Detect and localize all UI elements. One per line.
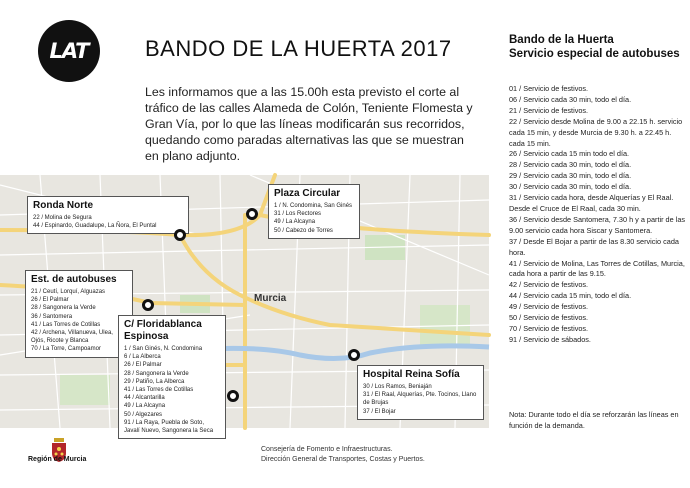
stop-floridablanca[interactable] bbox=[118, 315, 226, 439]
service-item: 37 / Desde El Bojar a partir de las 8.30 servicio cada hora. bbox=[509, 236, 679, 257]
stop-line: 41 / Las Torres de Cotillas bbox=[124, 387, 194, 394]
stop-line: 41 / Las Torres de Cotillas bbox=[31, 321, 101, 328]
service-item: 22 / Servicio desde Molina de 9.00 a 22.15 h. servicio cada 15 min, y desde Murcia de 9.30 h. a 22.45 h. cada 15 min. bbox=[509, 116, 683, 148]
stop-line: 22 / Molina de Segura bbox=[33, 215, 92, 221]
stop-line: 1 / San Ginés, N. Condomina bbox=[124, 346, 203, 352]
stop-title: Ronda Norte bbox=[33, 200, 93, 211]
bus-stop-marker-est-autobuses[interactable] bbox=[142, 299, 154, 311]
map-city-label: Murcia bbox=[254, 293, 287, 304]
service-panel-header bbox=[509, 34, 687, 61]
stop-line: 29 / Patiño, La Alberca bbox=[124, 378, 185, 385]
stop-title: Est. de autobuses bbox=[31, 274, 117, 285]
stop-line: 31 / El Raal, Alquerías, Pte. Tocinos, Llano de Brujas bbox=[363, 392, 477, 407]
bus-stop-marker-floridablanca[interactable] bbox=[227, 390, 239, 402]
service-list bbox=[509, 84, 687, 346]
service-note: Nota: Durante todo el día se reforzarán las líneas en función de la demanda. bbox=[509, 410, 679, 430]
footer-line: Consejería de Fomento e Infraestructuras. bbox=[261, 446, 393, 453]
stop-line: 44 / Alcantarilla bbox=[124, 395, 165, 402]
stop-hospital-reina-sofia[interactable] bbox=[357, 365, 484, 420]
service-item: 41 / Servicio de Molina, Las Torres de Cotillas, Murcia, cada hora a partir de las 9.15. bbox=[509, 258, 685, 279]
service-item: 26 / Servicio cada 15 min todo el día. bbox=[509, 149, 630, 159]
bus-stop-marker-hospital[interactable] bbox=[348, 349, 360, 361]
service-item: 70 / Servicio de festivos. bbox=[509, 323, 589, 333]
city-map[interactable] bbox=[0, 175, 489, 435]
service-item: 31 / Servicio cada hora, desde Alquerías y El Raal. Desde el Cruce de El Raal, cada 30 min. bbox=[509, 193, 674, 213]
service-item: 49 / Servicio de festivos. bbox=[509, 302, 589, 312]
service-item: 28 / Servicio cada 30 min, todo el día. bbox=[509, 160, 632, 170]
stop-line: 50 / Cabezo de Torres bbox=[274, 227, 333, 234]
stop-line: 49 / La Alcayna bbox=[124, 403, 166, 410]
stop-line: 44 / Espinardo, Guadalupe, La Ñora, El Puntal bbox=[33, 223, 157, 230]
footer-region-name: Región de Murcia bbox=[28, 456, 87, 463]
service-item: 42 / Servicio de festivos. bbox=[509, 280, 589, 290]
intro-text: Les informamos que a las 15.00h esta previsto el corte al tráfico de las calles Alameda de Colón, Teniente Flomesta y Gran Vía, por lo que las líneas modificarán sus recorridos, quedando como paradas alternativas las que se muestran en plano adjunto. bbox=[145, 85, 473, 163]
service-item: 44 / Servicio cada 15 min, todo el día. bbox=[509, 291, 632, 301]
stop-line: 28 / Sangonera la Verde bbox=[31, 305, 96, 312]
service-item: 21 / Servicio de festivos. bbox=[509, 105, 589, 115]
service-item: 91 / Servicio de sábados. bbox=[509, 334, 591, 344]
service-item: 30 / Servicio cada 30 min, todo el día. bbox=[509, 182, 632, 192]
stop-line: 26 / El Palmar bbox=[31, 297, 69, 304]
stop-plaza-circular[interactable] bbox=[268, 184, 360, 239]
stop-est-autobuses[interactable] bbox=[25, 270, 133, 358]
stop-line: 30 / Los Ramos, Beniaján bbox=[363, 384, 432, 390]
stop-title: C/ Floridablanca Espinosa bbox=[124, 319, 202, 342]
service-item: 50 / Servicio de festivos. bbox=[509, 313, 589, 323]
page-title: BANDO DE LA HUERTA 2017 bbox=[145, 36, 452, 61]
stop-line: 37 / El Bojar bbox=[363, 408, 396, 415]
service-item: 29 / Servicio cada 30 min, todo el día. bbox=[509, 171, 632, 181]
stop-line: 50 / Algezares bbox=[124, 411, 163, 418]
stop-line: 42 / Archena, Villanueva, Ulea, Ojós, Ricote y Blanca bbox=[31, 330, 113, 345]
stop-line: 1 / N. Condomina, San Ginés bbox=[274, 203, 353, 209]
stop-line: 31 / Los Rectores bbox=[274, 211, 322, 218]
stop-line: 21 / Ceutí, Lorquí, Alguazas bbox=[31, 289, 106, 295]
stop-ronda-norte[interactable] bbox=[27, 196, 189, 234]
stop-line: 28 / Sangonera la Verde bbox=[124, 370, 189, 377]
service-item: 01 / Servicio de festivos. bbox=[509, 84, 589, 93]
stop-line: 70 / La Torre, Campoamor bbox=[31, 346, 101, 353]
stop-line: 49 / La Alcayna bbox=[274, 219, 316, 226]
service-panel-heading: Bando de la Huerta bbox=[509, 34, 614, 46]
stop-title: Plaza Circular bbox=[274, 188, 341, 199]
bus-stop-marker-ronda-norte[interactable] bbox=[174, 229, 186, 241]
footer-credits bbox=[261, 445, 425, 465]
stop-line: 91 / La Raya, Puebla de Soto, Javalí Nuevo, Sangonera la Seca bbox=[124, 419, 214, 435]
bus-stop-marker-plaza-circular[interactable] bbox=[246, 208, 258, 220]
stop-line: 26 / El Palmar bbox=[124, 362, 162, 369]
service-item: 06 / Servicio cada 30 min, todo el día. bbox=[509, 94, 632, 104]
service-item: 36 / Servicio desde Santomera, 7.30 h y a partir de las 9.00 servicio cada hora Siscar y Santomera. bbox=[509, 214, 686, 235]
footer-line: Dirección General de Transportes, Costas y Puertos. bbox=[261, 456, 425, 463]
stop-line: 6 / La Alberca bbox=[124, 354, 161, 361]
stop-title: Hospital Reina Sofía bbox=[363, 369, 460, 380]
service-panel-subheading: Servicio especial de autobuses bbox=[509, 47, 680, 60]
stop-line: 36 / Santomera bbox=[31, 313, 73, 320]
lat-logo: LAT bbox=[38, 20, 100, 82]
